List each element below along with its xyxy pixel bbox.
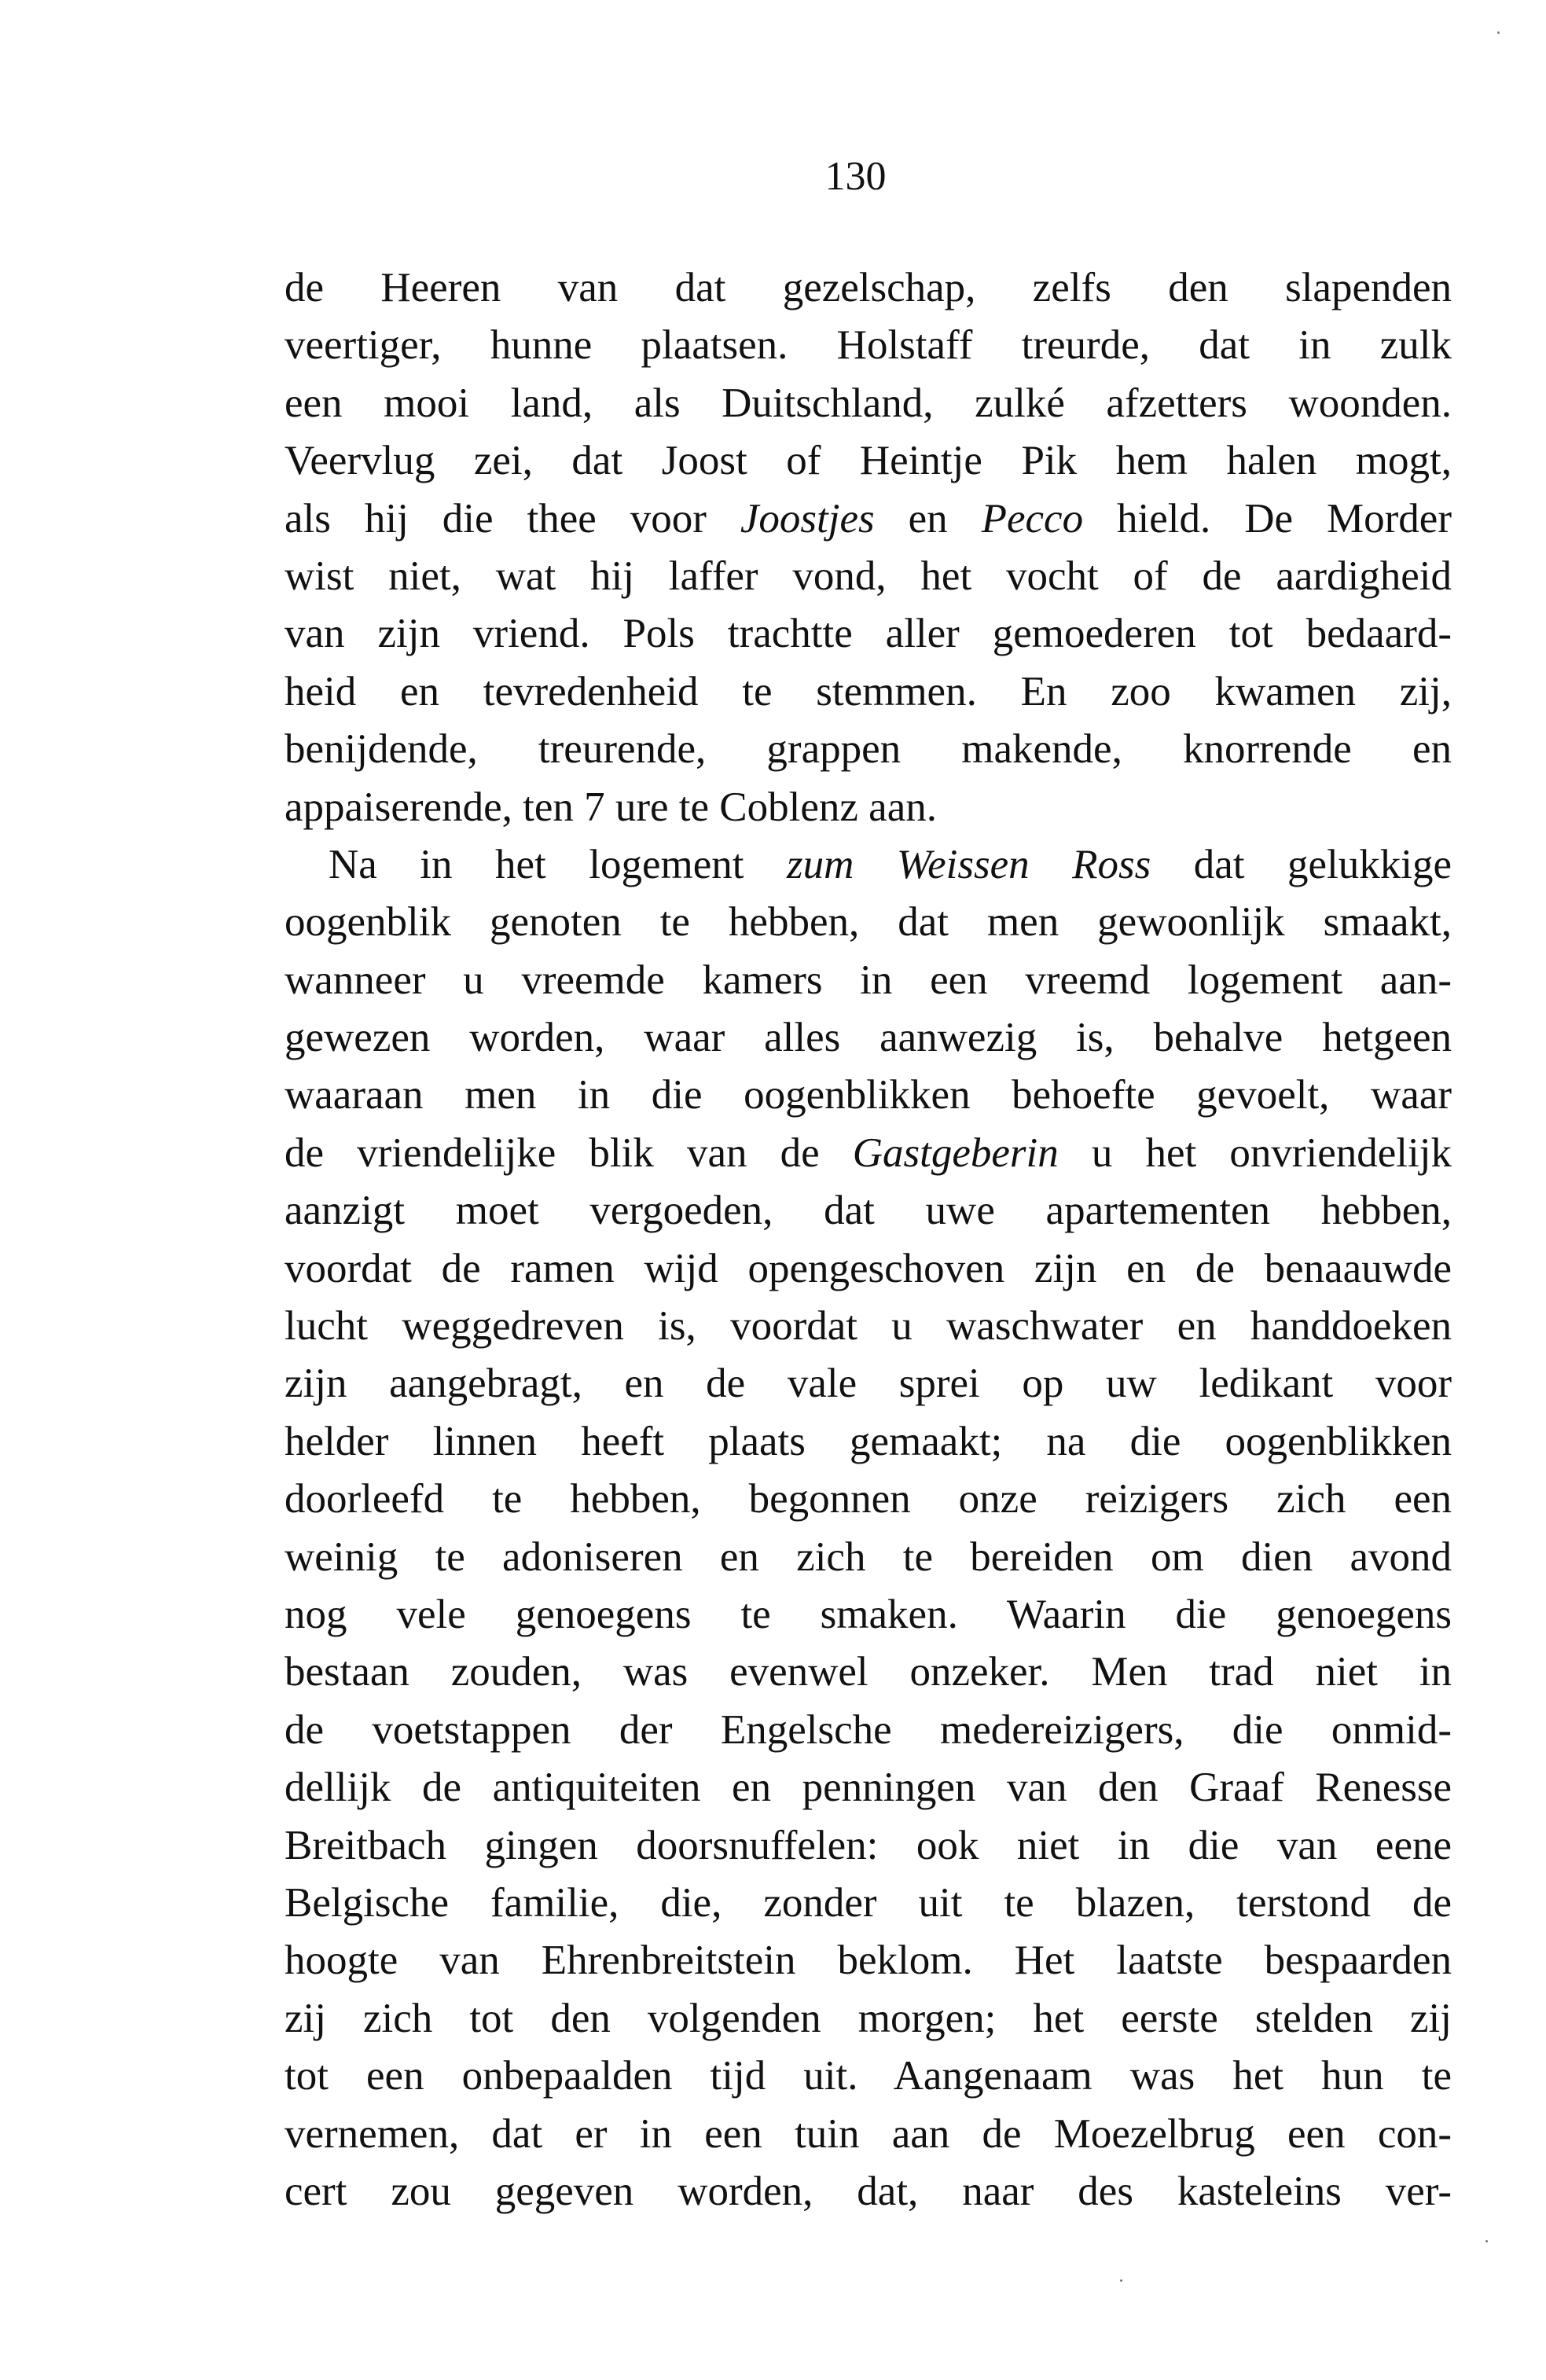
text-line	[285, 259, 1452, 317]
text-segment: als hij die thee voor	[285, 495, 740, 542]
text-segment: de Heeren van dat gezelschap, zelfs den slapenden	[285, 265, 1452, 310]
text-segment: Veervlug zei, dat Joost of Heintje Pik hem halen mogt,	[285, 438, 1452, 484]
text-segment: waaraan men in die oogenblikken behoefte gevoelt, waar	[285, 1072, 1452, 1118]
text-line	[285, 432, 1452, 490]
text-segment: bestaan zouden, was evenwel onzeker. Men trad niet in	[285, 1649, 1452, 1695]
text-segment: vernemen, dat er in een tuin aan de Moezelbrug een con-	[285, 2110, 1452, 2157]
scan-speck	[1497, 31, 1500, 34]
text-line	[285, 1182, 1452, 1240]
text-line	[285, 2163, 1452, 2220]
text-line	[285, 1355, 1452, 1412]
text-line	[285, 1875, 1452, 1932]
italic-text: Joostjes	[740, 495, 875, 542]
text-line	[285, 952, 1452, 1009]
text-line	[285, 1125, 1452, 1182]
text-line	[285, 1413, 1452, 1471]
text-line	[285, 836, 1452, 894]
text-segment: de voetstappen der Engelsche medereizigers, die onmid-	[285, 1706, 1452, 1753]
text-segment: veertiger, hunne plaatsen. Holstaff treurde, dat in zulk	[285, 322, 1452, 369]
text-segment: doorleefd te hebben, begonnen onze reizigers zich een	[285, 1476, 1452, 1522]
text-segment: weinig te adoniseren en zich te bereiden om dien avond	[285, 1533, 1452, 1580]
text-segment: tot een onbepaalden tijd uit. Aangenaam was het hun te	[285, 2053, 1452, 2099]
text-line	[285, 490, 1452, 548]
text-segment: een mooi land, als Duitschland, zulké afzetters woonden.	[285, 380, 1452, 426]
text-segment: de vriendelijke blik van de	[285, 1129, 853, 1176]
text-line	[285, 1529, 1452, 1586]
text-segment: zij zich tot den volgenden morgen; het eerste stelden zij	[285, 1995, 1452, 2041]
text-segment: helder linnen heeft plaats gemaakt; na die oogenblikken	[285, 1418, 1452, 1464]
text-line	[285, 779, 1452, 836]
text-line	[285, 1240, 1452, 1298]
text-line	[285, 1067, 1452, 1124]
text-line	[285, 1644, 1452, 1701]
text-line	[285, 2106, 1452, 2163]
text-line	[285, 605, 1452, 663]
text-line	[285, 2048, 1452, 2105]
text-line	[285, 375, 1452, 432]
body-text	[285, 259, 1452, 2220]
text-line	[285, 721, 1452, 778]
text-line	[285, 548, 1452, 605]
text-segment: cert zou gegeven worden, dat, naar des kasteleins ver-	[285, 2168, 1452, 2214]
text-line	[285, 1817, 1452, 1875]
text-segment: Na in het logement	[329, 841, 787, 887]
scan-speck	[1120, 2279, 1122, 2282]
text-segment: dellijk de antiquiteiten en penningen van den Graaf Renesse	[285, 1765, 1452, 1811]
text-line	[285, 1990, 1452, 2048]
text-line	[285, 663, 1452, 721]
italic-text: zum Weissen Ross	[786, 841, 1151, 887]
text-segment: aanzigt moet vergoeden, dat uwe apartementen hebben,	[285, 1188, 1452, 1234]
text-segment: zijn aangebragt, en de vale sprei op uw ledikant voor	[285, 1361, 1452, 1407]
text-segment: benijdende, treurende, grappen makende, knorrende en	[285, 726, 1452, 773]
text-line	[285, 1586, 1452, 1644]
text-segment: gewezen worden, waar alles aanwezig is, behalve hetgeen	[285, 1015, 1452, 1061]
text-line	[285, 1759, 1452, 1816]
text-line	[285, 1471, 1452, 1528]
text-segment: en	[874, 495, 982, 542]
text-segment: Breitbach gingen doorsnuffelen: ook niet in die van eene	[285, 1822, 1452, 1868]
text-line	[285, 894, 1452, 951]
text-line	[285, 1298, 1452, 1355]
paragraph	[285, 259, 1452, 836]
text-segment: u het onvriendelijk	[1058, 1129, 1452, 1176]
text-segment: hoogte van Ehrenbreitstein beklom. Het laatste bespaarden	[285, 1937, 1452, 1984]
page-number: 130	[824, 154, 887, 199]
text-segment: wist niet, wat hij laffer vond, het vocht of de aardigheid	[285, 553, 1452, 599]
paragraph	[285, 836, 1452, 2220]
text-segment: lucht weggedreven is, voordat u waschwater en handdoeken	[285, 1303, 1452, 1350]
text-segment: appaiserende, ten 7 ure te Coblenz aan.	[285, 784, 937, 830]
italic-text: Pecco	[981, 495, 1084, 542]
text-line	[285, 1009, 1452, 1067]
text-segment: van zijn vriend. Pols trachtte aller gemoederen tot bedaard-	[285, 611, 1452, 657]
scan-speck	[1485, 2240, 1488, 2242]
text-line	[285, 1702, 1452, 1759]
text-segment: heid en tevredenheid te stemmen. En zoo kwamen zij,	[285, 668, 1452, 714]
text-line	[285, 1932, 1452, 1989]
text-segment: Belgische familie, die, zonder uit te blazen, terstond de	[285, 1879, 1452, 1926]
text-segment: wanneer u vreemde kamers in een vreemd logement aan-	[285, 957, 1452, 1003]
italic-text: Gastgeberin	[852, 1129, 1059, 1176]
text-line	[285, 317, 1452, 374]
text-segment: dat gelukkige	[1151, 841, 1452, 887]
text-segment: hield. De Morder	[1083, 495, 1452, 542]
text-segment: nog vele genoegens te smaken. Waarin die genoegens	[285, 1591, 1452, 1637]
text-segment: voordat de ramen wijd opengeschoven zijn en de benaauwde	[285, 1245, 1452, 1291]
text-segment: oogenblik genoten te hebben, dat men gewoonlijk smaakt,	[285, 899, 1452, 946]
